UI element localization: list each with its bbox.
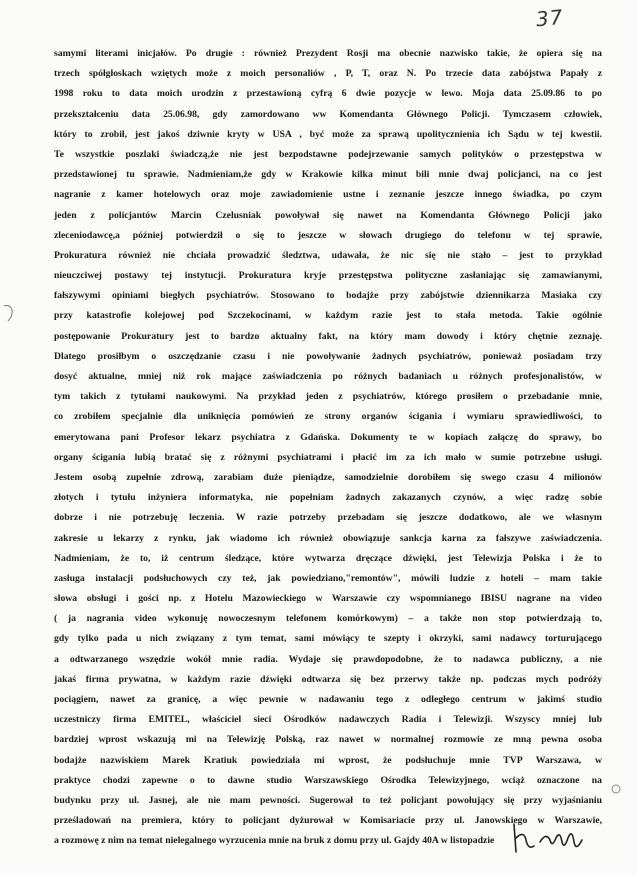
document-text-line: gdy tylko pada u nich związany z tym temat, sami mówiący te szepty i okrzyki, sami nadawcy torturującego: [54, 633, 602, 645]
document-text-line: złotych i tytułu inżyniera informatyka, nie popełniam żadnych zakazanych czynów, a więc radzę sobie: [54, 492, 602, 504]
document-text-line: 1998 roku to data moich urodzin z przestawioną cyfrą 6 dwie pozycje w lewo. Moja data 25.09.86 to po: [54, 88, 602, 100]
document-text-line: organy ścigania lubią bratać się z różnymi psychiatrami i płacić im za ich mało w sumie potrzebne usługi.: [54, 451, 602, 463]
document-text-line: fałszywymi opiniami biegłych psychiatrów. Stosowano to bodajże przy zabójstwie dziennikarza Masiaka czy: [54, 290, 602, 302]
document-text-line: przy katastrofie kolejowej pod Szczekocinami, w każdym razie jest to stała metoda. Takie ogólnie: [54, 310, 602, 322]
document-text-line: Nadmieniam, że to, iż centrum śledzące, które wytwarza dręczące dźwięki, jest Telewizja Polska i że to: [54, 552, 602, 564]
document-text-line: trzech spółgłoskach wziętych może z moich personaliów , P, T, oraz N. Po trzecie data zabójstwa Papały z: [54, 68, 602, 80]
handwritten-page-number: 37: [534, 4, 565, 32]
document-text-line: Te wszystkie poszlaki świadczą,że nie jest bezpodstawne podejrzewanie samych polityków o przestępstwa w: [54, 148, 602, 160]
document-text-line: emerytowana pani Profesor lekarz psychiatra z Gdańska. Dokumenty te w kopiach załączę do sprawy, bo: [54, 431, 602, 443]
document-text-line: zleceniodawcę,a później potwierdził o się to jeszcze w słowach drugiego do telefonu w tej sprawie,: [54, 229, 602, 241]
document-text-line: tym takich z tytułami naukowymi. Na przykład jeden z psychiatrów, którego prosiłem o przebadanie mnie,: [54, 391, 602, 403]
document-text-line: praktyce chodzi zapewne o to dawne studio Warszawskiego Ośrodka Telewizyjnego, wciąż oznaczone na: [54, 774, 602, 786]
document-text-line: uczestniczy firma EMITEL, właściciel sieci Ośrodków nadawczych Radia i Telewizji. Wszyscy mniej lub: [54, 714, 602, 726]
document-text-line: zasługa instalacji podsłuchowych czy też, jak powiedziano,"remontów", mówili ludzie z hoteli – mam takie: [54, 572, 602, 584]
document-text-line: nieuczciwej postawy tej instytucji. Prokuratura kryje przestępstwa polityczne zasłaniając się zamawianymi,: [54, 270, 602, 282]
document-text-line: zakresie u lekarzy z rynku, jak wiadomo ich również obowiązuje sankcja karna za fałszywe zaświadczenia.: [54, 532, 602, 544]
document-text-line: a odtwarzanego wszędzie wokół mnie radia. Wydaje się prawdopodobne, że to nadawca publiczny, a nie: [54, 653, 602, 665]
document-text-line: przedstawionej tu sprawie. Nadmieniam,że gdy w Krakowie kilka minut bili mnie dwaj policjanci, na co jest: [54, 169, 602, 181]
margin-mark-icon: [2, 302, 16, 324]
document-text-line: bodajże nazwiskiem Marek Kratiuk powiedziała mi wprost, że podsłuchuje mnie TVP Warszawa, w: [54, 754, 602, 766]
document-text-line: słowa obsługi i gości np. z Hotelu Mazowieckiego w Warszawie czy wspomnianego IBISU nagrane na video: [54, 593, 602, 605]
document-text-line: dosyć aktualne, mniej niż rok mające zaświadczenia po różnych badaniach u różnych profesjonalistów, w: [54, 371, 602, 382]
document-text-line: Prokuratura również nie chciała prowadzić śledztwa, udawała, że nic się nie stało – jest to przykład: [54, 249, 602, 261]
document-text-line: pociągiem, nawet za granicę, a więc pewnie w nadawaniu tego z odległego centrum w jakimś studio: [54, 694, 602, 705]
document-text-line: bardziej wprost wskazują mi na Telewizję Polską, raz nawet w normalnej rozmowie ze mną pewna osoba: [54, 734, 602, 746]
document-text-line: jeden z policjantów Marcin Czelusniak powoływał się nawet na Komendanta Głównego Policji jako: [54, 209, 602, 221]
document-text-line: Dlatego prosiłbym o oszczędzanie czasu i nie powoływanie żadnych psychiatrów, ponieważ posiadam trzy: [54, 350, 602, 362]
document-text-line: dobrze i nie potrzebuję leczenia. W razie potrzeby przebadam się jeszcze dodatkowo, ale we własnym: [54, 512, 602, 524]
document-text-line: budynku przy ul. Jasnej, ale nie mam pewności. Sugerował to też policjant powołujący się przy wyjaśnianiu: [54, 794, 602, 806]
document-text-line: który to zrobił, jest jakoś dziwnie kryty w USA , być może za sprawą upolitycznienia ich Sądu w tej kwestii.: [54, 128, 602, 140]
document-text-line: nagranie z kamer hotelowych oraz moje zawiadomienie ustne i zeznanie jeszcze innego świadka, po czym: [54, 189, 602, 201]
margin-circle-icon: [609, 782, 623, 796]
document-text-line: jakaś firma prywatna, w każdym razie dźwięki odtwarza się bez przerwy także np. podczas mych podróży: [54, 673, 602, 685]
handwritten-signature-icon: [510, 818, 590, 858]
document-text-line: ( ja nagrania video wykonuję nowoczesnym telefonem komórkowym) – a także non stop potwierdzają to,: [54, 613, 602, 625]
document-text-line: samymi literami inicjałów. Po drugie : również Prezydent Rosji ma obecnie nazwisko takie, że opiera się na: [54, 48, 602, 59]
document-text-line: Jestem osobą zupełnie zdrową, zarabiam duże pieniądze, samodzielnie dorobiłem się swego czasu 4 milionów: [54, 471, 602, 483]
document-text-line: co zrobiłem specjalnie dla uniknięcia pomówień ze strony organów ścigania i wymiaru sprawiedliwości, to: [54, 411, 602, 423]
document-text-line: a rozmowę z nim na temat nielegalnego wyrzucenia mnie na bruk z domu przy ul. Gajdy 40A w listopadzie: [54, 835, 495, 847]
document-text-line: postępowanie Prokuratury jest to bardzo aktualny fakt, na który mam dowody i który chętnie zeznaję.: [54, 330, 602, 342]
document-text-line: przekształceniu data 25.06.98, gdy zamordowano ww Komendanta Głównego Policji. Tymczasem człowiek,: [54, 108, 602, 120]
document-text-line: prześladowań na premiera, który to policjant dyżurował w Komisariacie przy ul. Janowskiego w Warszawie,: [54, 815, 602, 827]
document-text-body: [54, 44, 602, 852]
